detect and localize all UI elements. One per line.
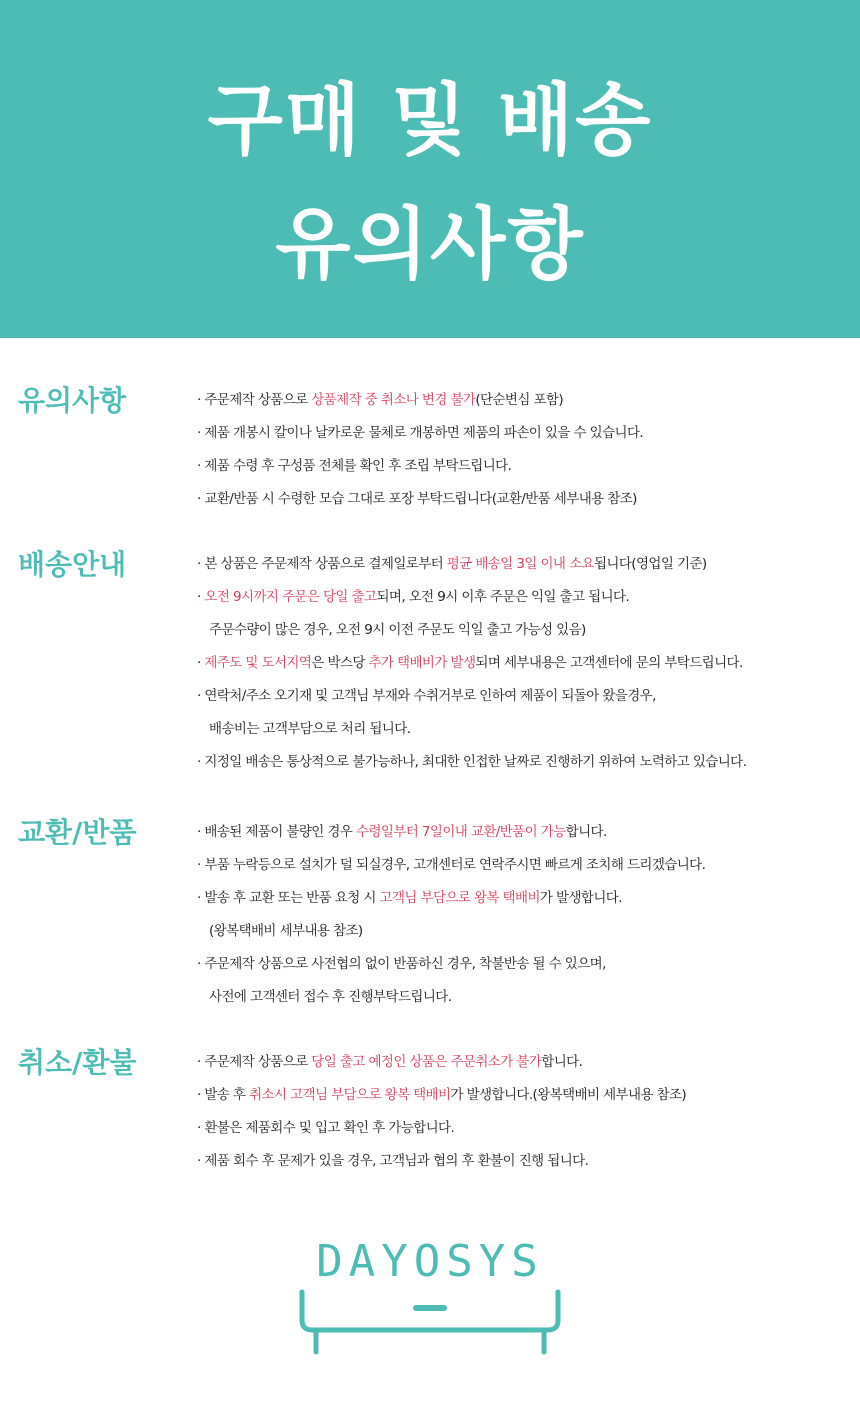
item-text: · 환불은 제품회수 및 입고 확인 후 가능합니다. [197, 1120, 455, 1136]
list-item-continuation [197, 713, 847, 746]
highlight-text: 수령일부터 7일이내 교환/반품이 가능 [356, 824, 566, 840]
item-text: · 연락처/주소 오기재 및 고객님 부재와 수취거부로 인하여 제품이 되돌아 왔을경우, [197, 688, 656, 704]
item-text: 합니다. [565, 824, 607, 840]
item-text: 배송비는 고객부담으로 처리 됩니다. [209, 721, 411, 737]
section-items [197, 548, 847, 779]
list-item [197, 1079, 847, 1112]
list-item [197, 1145, 847, 1178]
item-text: · 발송 후 교환 또는 반품 요청 시 [197, 890, 380, 906]
item-text: · 발송 후 [197, 1087, 250, 1103]
list-item-continuation [197, 614, 847, 647]
item-text: · 배송된 제품이 불량인 경우 [197, 824, 356, 840]
section-items [197, 816, 847, 1014]
item-text: · 주문제작 상품으로 [197, 1054, 312, 1070]
list-item [197, 816, 847, 849]
section-title: 교환/반품 [18, 816, 137, 849]
list-item [197, 1112, 847, 1145]
item-text: 합니다. [541, 1054, 583, 1070]
highlight-text: 추가 택배비가 발생 [368, 655, 476, 671]
list-item [197, 746, 847, 779]
list-item [197, 417, 847, 450]
header-banner [0, 0, 860, 338]
item-text: 주문수량이 많은 경우, 오전 9시 이전 주문도 익일 출고 가능성 있음) [209, 622, 586, 638]
item-text: 은 박스당 [311, 655, 369, 671]
item-text: · 교환/반품 시 수령한 모습 그대로 포장 부탁드립니다(교환/반품 세부내용 참조) [197, 491, 637, 507]
item-text: (왕복택배비 세부내용 참조) [209, 923, 363, 939]
highlight-text: 평균 배송일 3일 이내 소요 [446, 556, 594, 572]
header-title-line1: 구매 및 배송 [207, 76, 653, 166]
section-items [197, 384, 847, 516]
item-text: · 제품 회수 후 문제가 있을 경우, 고객님과 협의 후 환불이 진행 됩니다. [197, 1153, 589, 1169]
brand-logo [288, 1236, 572, 1364]
item-text: (단순변심 포함) [475, 392, 564, 408]
list-item [197, 450, 847, 483]
item-text: · 제품 개봉시 칼이나 날카로운 물체로 개봉하면 제품의 파손이 있을 수 있습니다. [197, 425, 644, 441]
list-item [197, 680, 847, 713]
highlight-text: 당일 출고 예정인 상품은 주문취소가 불가 [311, 1054, 542, 1070]
section-title: 유의사항 [18, 384, 127, 417]
list-item-continuation [197, 981, 847, 1014]
list-item-continuation [197, 915, 847, 948]
brand-logo-text: DAYOSYS [316, 1236, 544, 1287]
item-text: 가 발생합니다.(왕복택배비 세부내용 참조) [450, 1087, 687, 1103]
item-text: 되며, 오전 9시 이후 주문은 익일 출고 됩니다. [376, 589, 630, 605]
list-item [197, 548, 847, 581]
section-title: 취소/환불 [18, 1046, 137, 1079]
list-item [197, 882, 847, 915]
list-item [197, 483, 847, 516]
item-text: · 주문제작 상품으로 사전협의 없이 반품하신 경우, 착불반송 될 수 있으며, [197, 956, 606, 972]
list-item [197, 849, 847, 882]
item-text: 됩니다(영업일 기준) [593, 556, 707, 572]
item-text: · 지정일 배송은 통상적으로 불가능하나, 최대한 인접한 날짜로 진행하기 위하여 노력하고 있습니다. [197, 754, 747, 770]
item-text: · [197, 655, 205, 671]
item-text: 사전에 고객센터 접수 후 진행부탁드립니다. [209, 989, 452, 1005]
header-title-line2: 유의사항 [275, 200, 585, 290]
highlight-text: 취소시 고객님 부담으로 왕복 택배비 [249, 1087, 451, 1103]
section-title: 배송안내 [18, 548, 127, 581]
item-text: · 본 상품은 주문제작 상품으로 결제일로부터 [197, 556, 447, 572]
item-text: · 제품 수령 후 구성품 전체를 확인 후 조립 부탁드립니다. [197, 458, 512, 474]
item-text: 가 발생합니다. [539, 890, 622, 906]
highlight-text: 오전 9시까지 주문은 당일 출고 [204, 589, 377, 605]
item-text: · 주문제작 상품으로 [197, 392, 312, 408]
item-text: 되며 세부내용은 고객센터에 문의 부탁드립니다. [475, 655, 743, 671]
list-item [197, 384, 847, 417]
item-text: · 부품 누락등으로 설치가 덜 되실경우, 고개센터로 연락주시면 빠르게 조치해 드리겠습니다. [197, 857, 706, 873]
list-item [197, 581, 847, 614]
highlight-text: 제주도 및 도서지역 [204, 655, 312, 671]
list-item [197, 948, 847, 981]
item-text: · [197, 589, 205, 605]
sofa-bracket-icon [288, 1288, 572, 1358]
list-item [197, 647, 847, 680]
section-items [197, 1046, 847, 1178]
highlight-text: 상품제작 중 취소나 변경 불가 [311, 392, 476, 408]
highlight-text: 고객님 부담으로 왕복 택배비 [379, 890, 540, 906]
list-item [197, 1046, 847, 1079]
